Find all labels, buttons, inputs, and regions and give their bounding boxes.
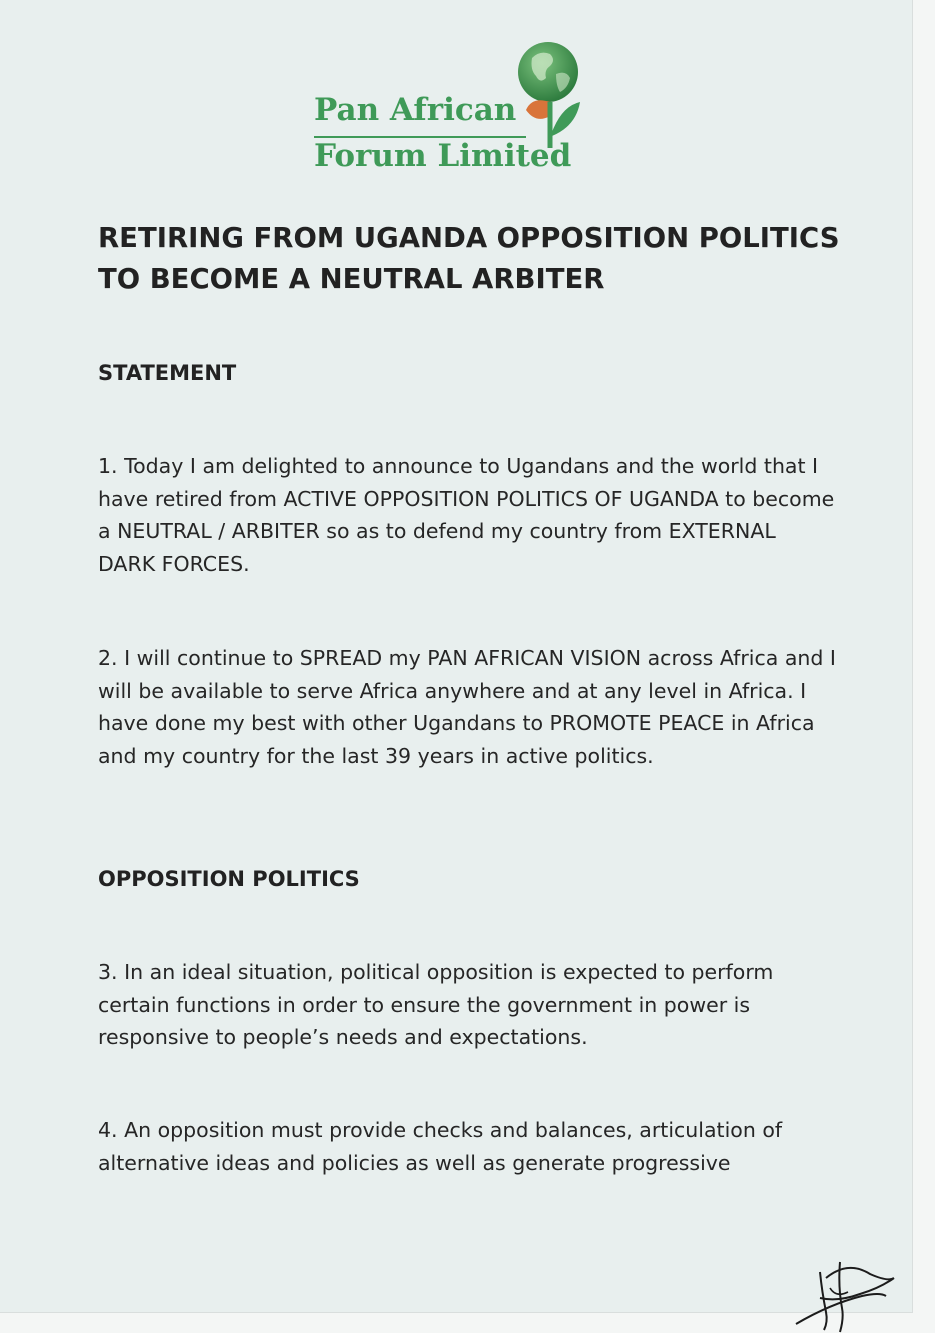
section-heading-statement: STATEMENT: [98, 361, 237, 385]
paragraph-4: 4. An opposition must provide checks and balances, articulation of alternative ideas and policies as well as generate progressive: [98, 1118, 783, 1175]
section-heading-opposition-politics: OPPOSITION POLITICS: [98, 867, 360, 891]
company-logo: [314, 40, 604, 180]
globe-sprout-icon: [510, 40, 590, 150]
document-title: RETIRING FROM UGANDA OPPOSITION POLITICS TO BECOME A NEUTRAL ARBITER: [98, 222, 840, 295]
paragraph-3: 3. In an ideal situation, political opposition is expected to perform certain functions in order to ensure the government in power is responsive to people’s needs and expectations.: [98, 960, 774, 1049]
handwritten-signature-icon: [790, 1252, 902, 1333]
paragraph-2: 2. I will continue to SPREAD my PAN AFRICAN VISION across Africa and I will be available to serve Africa anywhere and at any level in Africa. I have done my best with other Ugandans to PROMOTE PEACE in Africa and my country for the last 39 years in active politics.: [98, 646, 836, 768]
logo-line-1: Pan African: [314, 92, 517, 128]
paragraph-1: 1. Today I am delighted to announce to Ugandans and the world that I have retired from ACTIVE OPPOSITION POLITICS OF UGANDA to become a NEUTRAL / ARBITER so as to defend my country from EXTERNAL DARK FORCES.: [98, 454, 835, 576]
logo-line-2: Forum Limited: [314, 138, 572, 174]
